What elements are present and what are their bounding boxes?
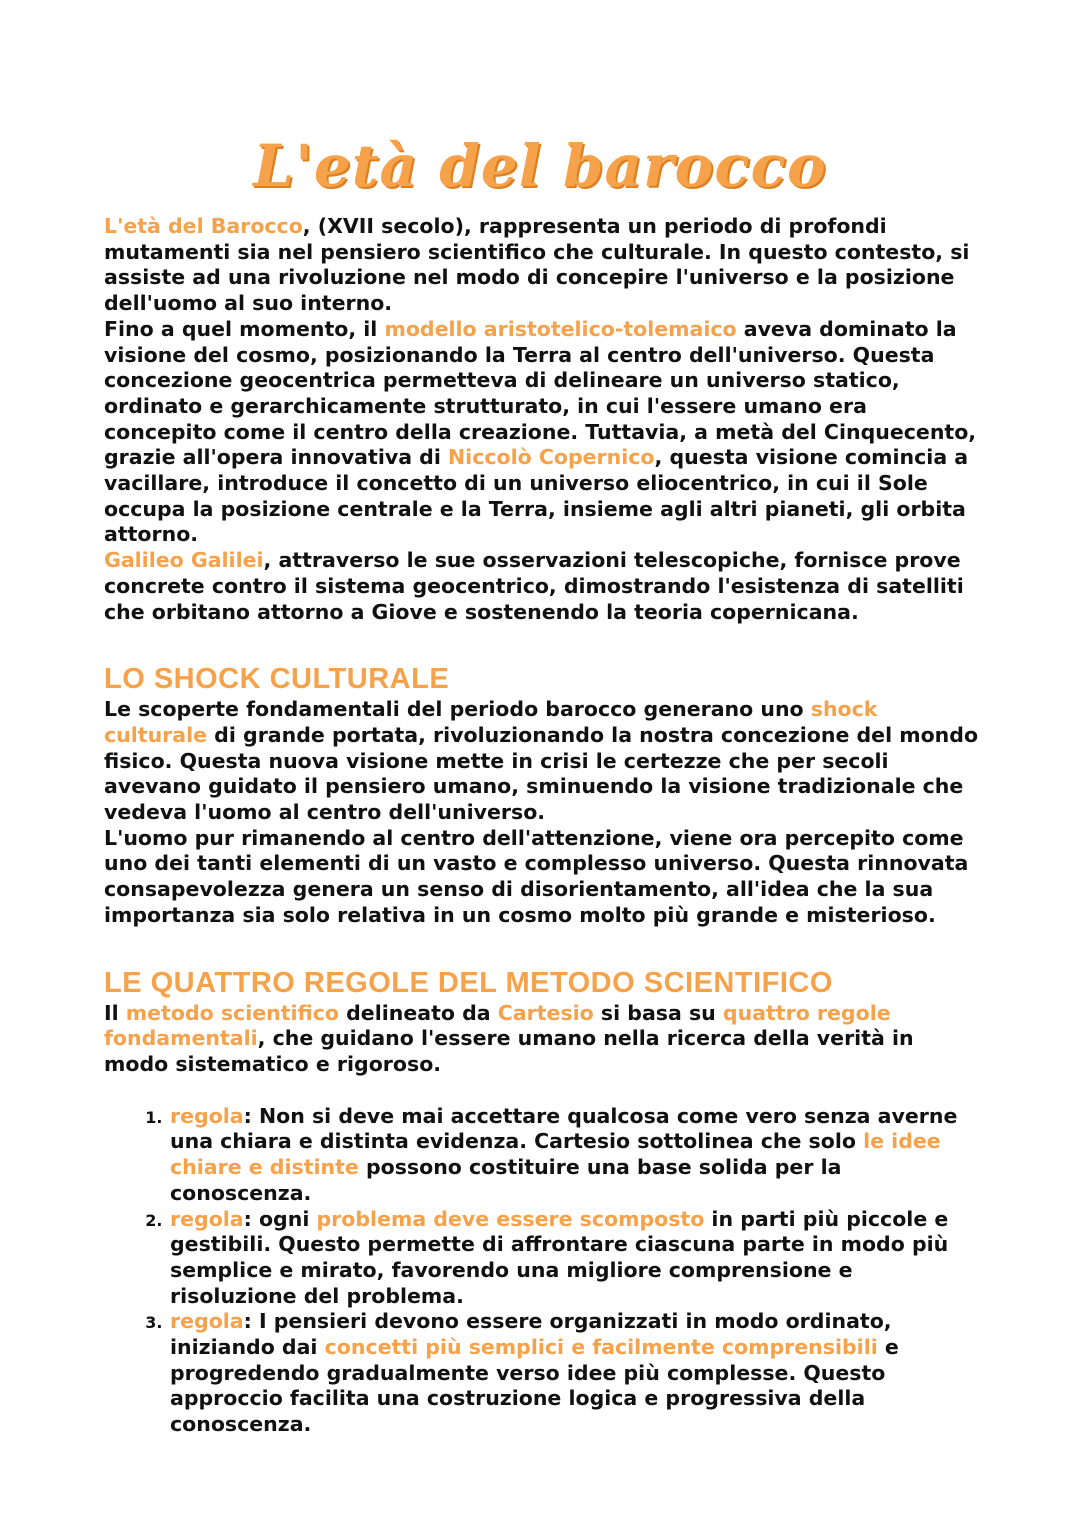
highlighted-term: modello aristotelico-tolemaico bbox=[384, 316, 737, 341]
text-segment: di grande portata, rivoluzionando la nostra concezione del mondo fisico. Questa nuova visione mette in crisi le certezze che per secoli avevano guidato il pensiero umano, sminuendo la visione tradizionale che vedeva l'uomo al centro dell'universo. bbox=[104, 722, 979, 825]
section-heading: LO SHOCK CULTURALE bbox=[104, 663, 450, 696]
rule-item bbox=[168, 1104, 984, 1207]
text-segment: si basa su bbox=[593, 1000, 723, 1025]
rule-item bbox=[168, 1207, 984, 1310]
highlighted-term: regola bbox=[170, 1206, 244, 1231]
highlighted-term: L'età del Barocco bbox=[104, 214, 303, 238]
text-segment: : I pensieri devono essere organizzati in modo ordinato, iniziando dai bbox=[170, 1309, 892, 1360]
rule-item bbox=[168, 1309, 984, 1438]
rules-list bbox=[104, 1104, 984, 1438]
text-segment: , che guidano l'essere umano nella ricerca della verità in modo sistematico e rigoroso. bbox=[104, 1026, 914, 1076]
shock-paragraph bbox=[104, 697, 984, 826]
highlighted-term: Galileo Galilei bbox=[104, 548, 264, 573]
text-segment: aveva dominato la visione del cosmo, posizionando la Terra al centro dell'universo. Questa concezione geocentrica permetteva di delineare un universo statico, ordinato e gerarchicamente strutturato, in cui l'essere umano era concepito come il centro della creazione. Tuttavia, a metà del Cinquecento, grazie all'opera innovativa di bbox=[104, 316, 977, 470]
text-segment: L'uomo pur rimanendo al centro dell'attenzione, viene ora percepito come uno dei tanti elementi di un vasto e complesso universo. Questa rinnovata consapevolezza genera un senso di disorientamento, all'idea che la sua importanza sia solo relativa in un cosmo molto più grande e misterioso. bbox=[104, 825, 969, 927]
highlighted-term: regola bbox=[170, 1309, 244, 1334]
intro-paragraph bbox=[104, 548, 984, 625]
text-segment: , questa visione comincia a vacillare, introduce il concetto di un universo eliocentrico, in cui il Sole occupa la posizione centrale e la Terra, insieme agli altri pianeti, gli orbita attorno. bbox=[104, 445, 969, 547]
text-segment: : Non si deve mai accettare qualcosa come vero senza averne una chiara e distinta evidenza. Cartesio sottolinea che solo bbox=[170, 1103, 958, 1154]
text-segment: , attraverso le sue osservazioni telescopiche, fornisce prove concrete contro il sistema geocentrico, dimostrando l'esistenza di satelliti che orbitano attorno a Giove e sostenendo la teoria copernicana. bbox=[104, 548, 964, 624]
intro-section bbox=[104, 214, 984, 625]
highlighted-term: shock culturale bbox=[104, 697, 878, 747]
text-segment: delineato da bbox=[338, 1000, 498, 1025]
highlighted-term: Cartesio bbox=[497, 1000, 594, 1025]
shock-section bbox=[104, 661, 984, 928]
text-segment: in parti più piccole e gestibili. Questo permette di affrontare ciascuna parte in modo più semplice e mirato, favorendo una migliore comprensione e risoluzione del problema. bbox=[170, 1206, 949, 1308]
highlighted-term: le idee chiare e distinte bbox=[170, 1129, 941, 1180]
text-segment: Le scoperte fondamentali del periodo barocco generano uno bbox=[104, 697, 811, 722]
shock-paragraph bbox=[104, 826, 984, 929]
highlighted-term: metodo scientifico bbox=[125, 1000, 339, 1025]
section-heading: LE QUATTRO REGOLE DEL METODO SCIENTIFICO bbox=[104, 966, 833, 999]
text-segment: Il bbox=[104, 1000, 126, 1025]
rules-section bbox=[104, 965, 984, 1438]
text-segment: e progredendo gradualmente verso idee più complesse. Questo approccio facilita una costruzione logica e progressiva della conoscenza. bbox=[170, 1335, 899, 1437]
rules-intro-paragraph bbox=[104, 1001, 984, 1078]
intro-paragraph bbox=[104, 214, 984, 317]
text-segment: : ogni bbox=[243, 1206, 317, 1231]
highlighted-term: concetti più semplici e facilmente comprensibili bbox=[324, 1335, 878, 1360]
highlighted-term: regola bbox=[170, 1103, 244, 1128]
highlighted-term: Niccolò Copernico bbox=[448, 445, 655, 470]
highlighted-term: problema deve essere scomposto bbox=[316, 1206, 705, 1231]
text-segment: Fino a quel momento, il bbox=[104, 316, 385, 341]
text-segment: possono costituire una base solida per la conoscenza. bbox=[170, 1155, 842, 1205]
highlighted-term: quattro regole fondamentali bbox=[104, 1000, 891, 1051]
page-title: L'età del barocco bbox=[253, 132, 827, 200]
text-segment: , (XVII secolo), rappresenta un periodo di profondi mutamenti sia nel pensiero scientifico che culturale. In questo contesto, si assiste ad una rivoluzione nel modo di concepire l'universo e la posizione dell'uomo al suo interno. bbox=[104, 214, 970, 316]
intro-paragraph bbox=[104, 317, 984, 548]
content bbox=[104, 214, 984, 1438]
